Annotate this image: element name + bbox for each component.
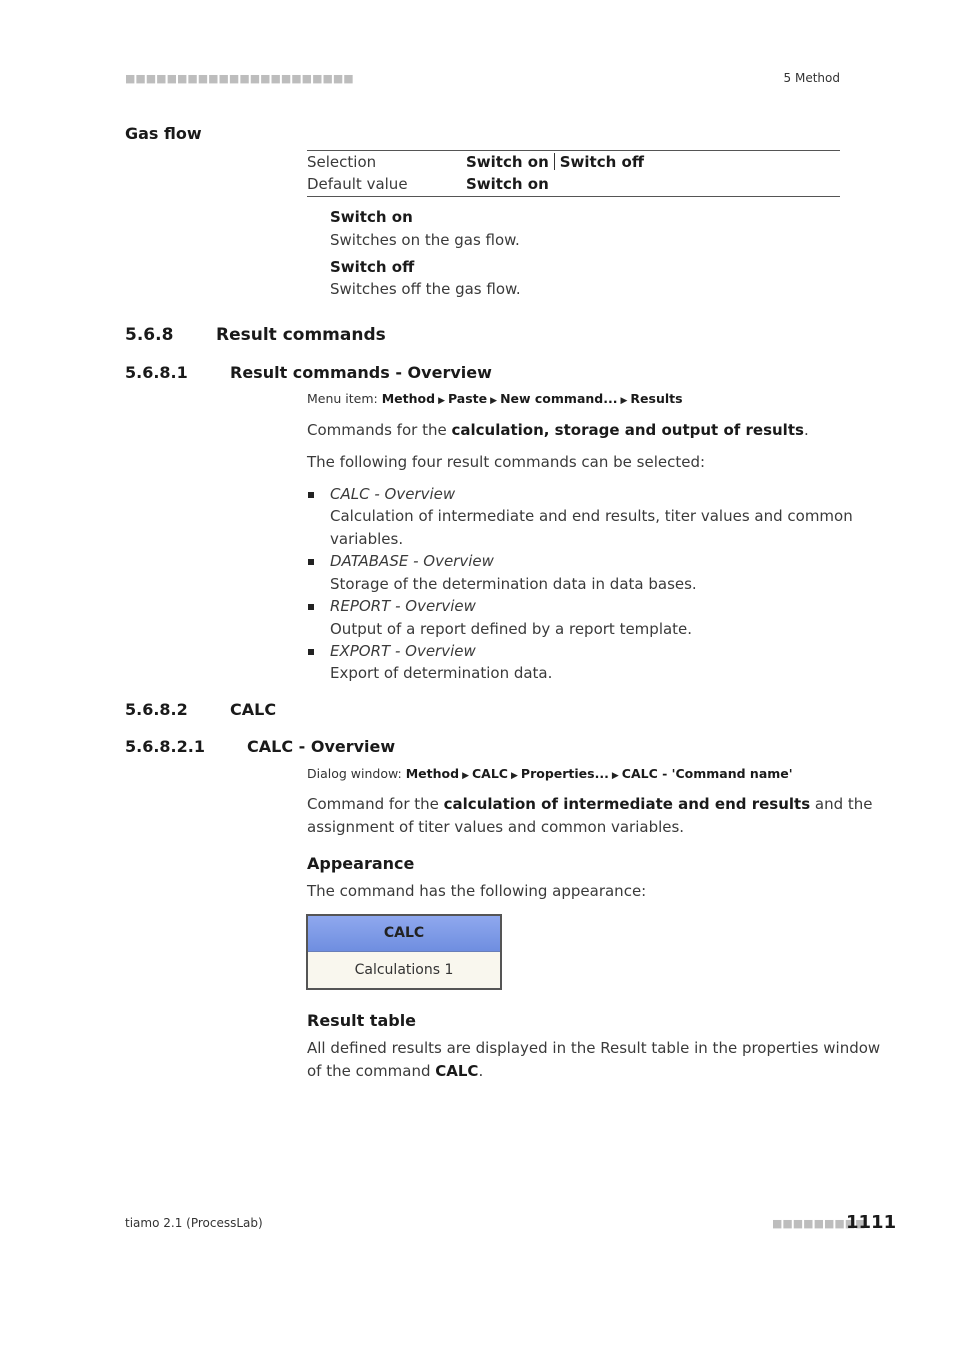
subsection-number: 5.6.8.1 bbox=[125, 363, 188, 382]
dialog-step: Properties... bbox=[520, 766, 609, 781]
result-table-text: All defined results are displayed in the Result table in the properties window bbox=[307, 1039, 881, 1057]
result-table-heading: Result table bbox=[307, 1011, 417, 1030]
table-bottom-rule bbox=[307, 196, 840, 197]
option-desc-switch-off: Switches off the gas flow. bbox=[330, 280, 521, 298]
page-number: 1111 bbox=[846, 1212, 897, 1233]
menu-step: Method bbox=[381, 391, 436, 406]
triangle-right-icon: ▶ bbox=[620, 396, 628, 406]
calc-command-widget bbox=[306, 914, 502, 990]
link-report-overview[interactable]: REPORT - Overview bbox=[330, 597, 476, 615]
item-desc: Storage of the determination data in data bases. bbox=[330, 575, 697, 593]
calc-command-label: Calculations 1 bbox=[354, 962, 454, 978]
selection-values bbox=[466, 151, 644, 174]
subsection-title: CALC bbox=[230, 700, 277, 719]
calc-intro bbox=[307, 793, 873, 816]
default-value-label: Default value bbox=[307, 175, 408, 193]
item-desc-cont: variables. bbox=[330, 530, 404, 548]
result-bold: CALC bbox=[435, 1062, 479, 1080]
dialog-step: CALC - 'Command name' bbox=[621, 766, 793, 781]
result-end: . bbox=[478, 1062, 484, 1080]
triangle-right-icon: ▶ bbox=[510, 771, 518, 781]
link-database-overview[interactable]: DATABASE - Overview bbox=[330, 552, 494, 570]
section-title: Result commands bbox=[216, 325, 386, 345]
triangle-right-icon: ▶ bbox=[462, 771, 469, 781]
triangle-right-icon: ▶ bbox=[611, 771, 619, 781]
list-intro: The following four result commands can be selected: bbox=[307, 453, 706, 471]
appearance-text: The command has the following appearance: bbox=[307, 882, 647, 900]
dialog-prefix: Dialog window: bbox=[307, 766, 402, 781]
chapter-label: 5 Method bbox=[783, 71, 840, 85]
selection-option-switch-on: Switch on bbox=[466, 153, 549, 171]
section-number: 5.6.8 bbox=[125, 325, 174, 345]
option-separator bbox=[554, 153, 555, 170]
header-decoration: ■■■■■■■■■■■■■■■■■■■■■■ bbox=[125, 72, 354, 85]
option-desc-switch-on: Switches on the gas flow. bbox=[330, 231, 520, 249]
triangle-right-icon: ▶ bbox=[438, 396, 445, 406]
dialog-step: CALC bbox=[471, 766, 508, 781]
dialog-step: Method bbox=[405, 766, 460, 781]
footer-decoration: ■■■■■■■■■ bbox=[772, 1217, 866, 1230]
item-desc: Output of a report defined by a report template. bbox=[330, 620, 693, 638]
appearance-heading: Appearance bbox=[307, 854, 415, 873]
intro-end: . bbox=[803, 421, 809, 439]
menu-step: New command... bbox=[500, 391, 618, 406]
result-commands-intro bbox=[307, 419, 809, 442]
calc-command-header: CALC bbox=[308, 916, 500, 952]
calc-intro-cont: assignment of titer values and common variables. bbox=[307, 818, 685, 836]
link-calc-overview[interactable]: CALC - Overview bbox=[330, 485, 456, 503]
intro-end: and the bbox=[810, 795, 873, 813]
triangle-right-icon: ▶ bbox=[490, 396, 498, 406]
option-term-switch-on: Switch on bbox=[330, 208, 413, 226]
menu-path bbox=[307, 391, 683, 406]
list-bullet bbox=[308, 604, 314, 610]
default-value: Switch on bbox=[466, 175, 549, 193]
intro-text: Command for the bbox=[307, 795, 444, 813]
intro-text: Commands for the bbox=[307, 421, 452, 439]
item-desc: Calculation of intermediate and end results, titer values and common bbox=[330, 507, 853, 525]
subsection-title: CALC - Overview bbox=[247, 737, 396, 756]
result-text: of the command bbox=[307, 1062, 436, 1080]
option-term-switch-off: Switch off bbox=[330, 258, 415, 276]
subsection-title: Result commands - Overview bbox=[230, 363, 492, 382]
dialog-path bbox=[307, 766, 793, 781]
list-bullet bbox=[308, 649, 314, 655]
intro-bold: calculation of intermediate and end results bbox=[443, 795, 811, 813]
list-bullet bbox=[308, 559, 314, 565]
selection-label: Selection bbox=[307, 153, 377, 171]
menu-step: Results bbox=[630, 391, 683, 406]
list-bullet bbox=[308, 492, 314, 498]
selection-option-switch-off: Switch off bbox=[559, 153, 644, 171]
intro-bold: calculation, storage and output of results bbox=[451, 421, 804, 439]
menu-step: Paste bbox=[447, 391, 488, 406]
gas-flow-heading: Gas flow bbox=[125, 124, 202, 143]
result-table-text-cont bbox=[307, 1060, 483, 1083]
menu-prefix: Menu item: bbox=[307, 391, 378, 406]
item-desc: Export of determination data. bbox=[330, 664, 553, 682]
link-export-overview[interactable]: EXPORT - Overview bbox=[330, 642, 476, 660]
subsection-number: 5.6.8.2.1 bbox=[125, 737, 205, 756]
footer-product: tiamo 2.1 (ProcessLab) bbox=[125, 1216, 263, 1230]
subsection-number: 5.6.8.2 bbox=[125, 700, 188, 719]
